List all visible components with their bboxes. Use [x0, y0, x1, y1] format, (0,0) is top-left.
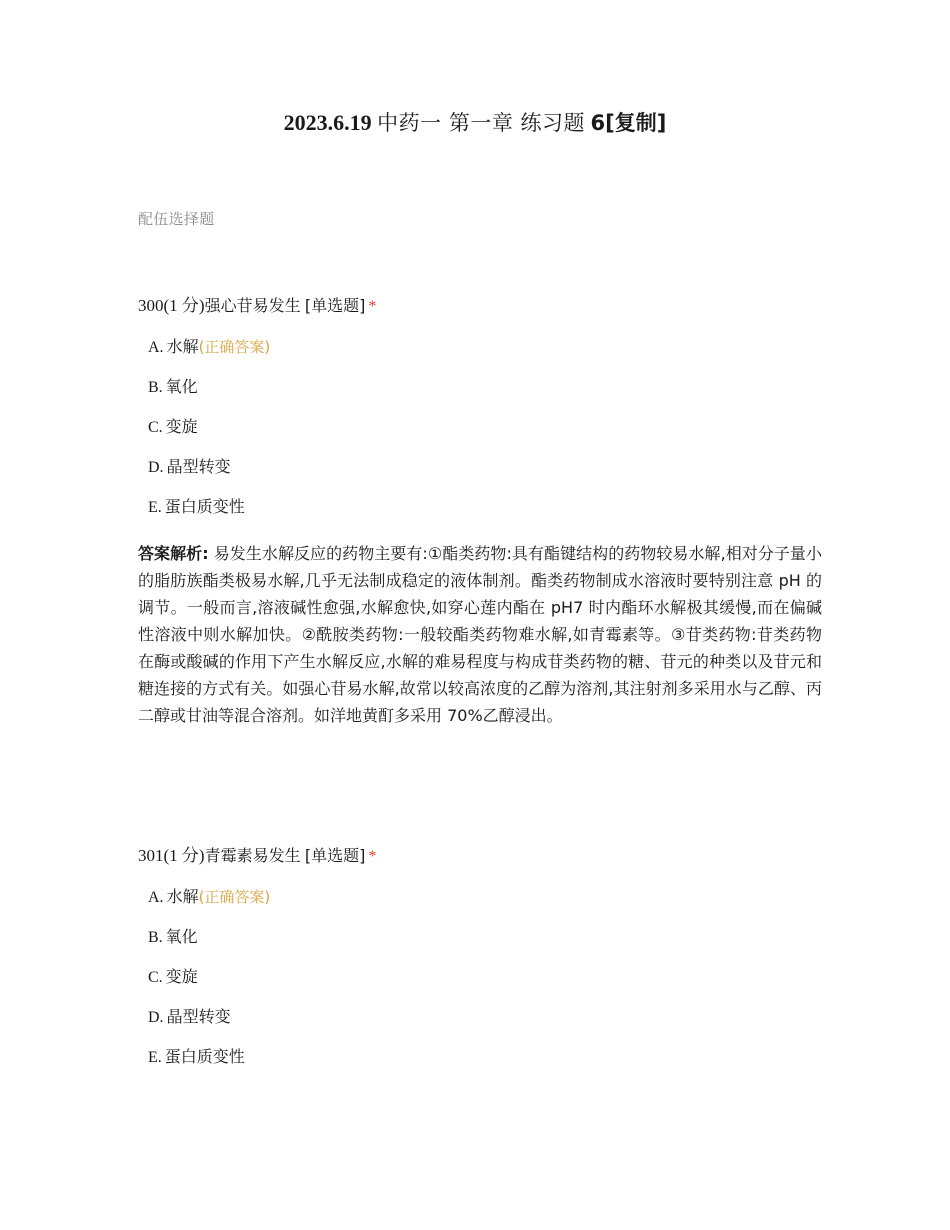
option-text: 变旋: [165, 967, 198, 986]
option-c[interactable]: [138, 957, 828, 997]
option-letter: A.: [148, 339, 164, 356]
title-suffix: 6[复制]: [590, 111, 667, 135]
option-letter: D.: [148, 459, 164, 476]
option-letter: E.: [148, 1049, 162, 1066]
title-date: 2023.6.19: [283, 110, 372, 135]
option-letter: E.: [148, 499, 162, 516]
question-number: 301(1 分): [138, 846, 205, 865]
explanation-label: 答案解析:: [138, 544, 209, 563]
question-header: [138, 294, 828, 319]
option-d[interactable]: [138, 997, 828, 1037]
title-subject: 中药一 第一章 练习题: [377, 111, 586, 135]
option-text: 蛋白质变性: [164, 497, 245, 516]
required-asterisk: *: [368, 298, 377, 315]
option-text: 变旋: [165, 417, 198, 436]
option-text: 水解: [166, 887, 199, 906]
option-letter: B.: [148, 379, 163, 396]
required-asterisk: *: [368, 848, 377, 865]
question-block-301: [138, 844, 828, 1077]
option-letter: A.: [148, 889, 164, 906]
option-letter: C.: [148, 419, 163, 436]
option-c[interactable]: [138, 407, 828, 447]
option-letter: B.: [148, 929, 163, 946]
correct-answer-tag: (正确答案): [198, 338, 271, 356]
explanation-body: 易发生水解反应的药物主要有:①酯类药物:具有酯键结构的药物较易水解,相对分子量小的脂肪族酯类极易水解,几乎无法制成稳定的液体制剂。酯类药物制成水溶液时要特别注意 pH 的调节。一般而言,溶液碱性愈强,水解愈快,如穿心莲内酯在 pH7 时内酯环水解极其缓慢,而在偏碱性溶液中则水解加快。②酰胺类药物:一般较酯类药物难水解,如青霉素等。③苷类药物:苷类药物在酶或酸碱的作用下产生水解反应,水解的难易程度与构成苷类药物的糖、苷元的种类以及苷元和糖连接的方式有关。如强心苷易水解,故常以较高浓度的乙醇为溶剂,其注射剂多采用水与乙醇、丙二醇或甘油等混合溶剂。如洋地黄酊多采用 70%乙醇浸出。: [138, 544, 822, 725]
page-title: [0, 108, 950, 138]
option-text: 蛋白质变性: [164, 1047, 245, 1066]
question-type-tag: [单选题]: [304, 296, 366, 315]
question-stem: 青霉素易发生: [204, 846, 301, 865]
option-b[interactable]: [138, 367, 828, 407]
option-a[interactable]: [138, 327, 828, 367]
option-b[interactable]: [138, 917, 828, 957]
option-d[interactable]: [138, 447, 828, 487]
question-stem: 强心苷易发生: [204, 296, 301, 315]
option-letter: D.: [148, 1009, 164, 1026]
option-letter: C.: [148, 969, 163, 986]
option-list: [138, 877, 828, 1077]
correct-answer-tag: (正确答案): [198, 888, 271, 906]
option-text: 氧化: [165, 377, 198, 396]
option-text: 氧化: [165, 927, 198, 946]
question-type-tag: [单选题]: [304, 846, 366, 865]
option-text: 水解: [166, 337, 199, 356]
option-list: [138, 327, 828, 527]
question-block-300: [138, 294, 828, 527]
option-text: 晶型转变: [166, 1007, 231, 1026]
option-a[interactable]: [138, 877, 828, 917]
question-header: [138, 844, 828, 869]
option-e[interactable]: [138, 487, 828, 527]
option-text: 晶型转变: [166, 457, 231, 476]
section-label: 配伍选择题: [138, 210, 215, 228]
question-number: 300(1 分): [138, 296, 205, 315]
answer-explanation: [138, 540, 822, 729]
option-e[interactable]: [138, 1037, 828, 1077]
